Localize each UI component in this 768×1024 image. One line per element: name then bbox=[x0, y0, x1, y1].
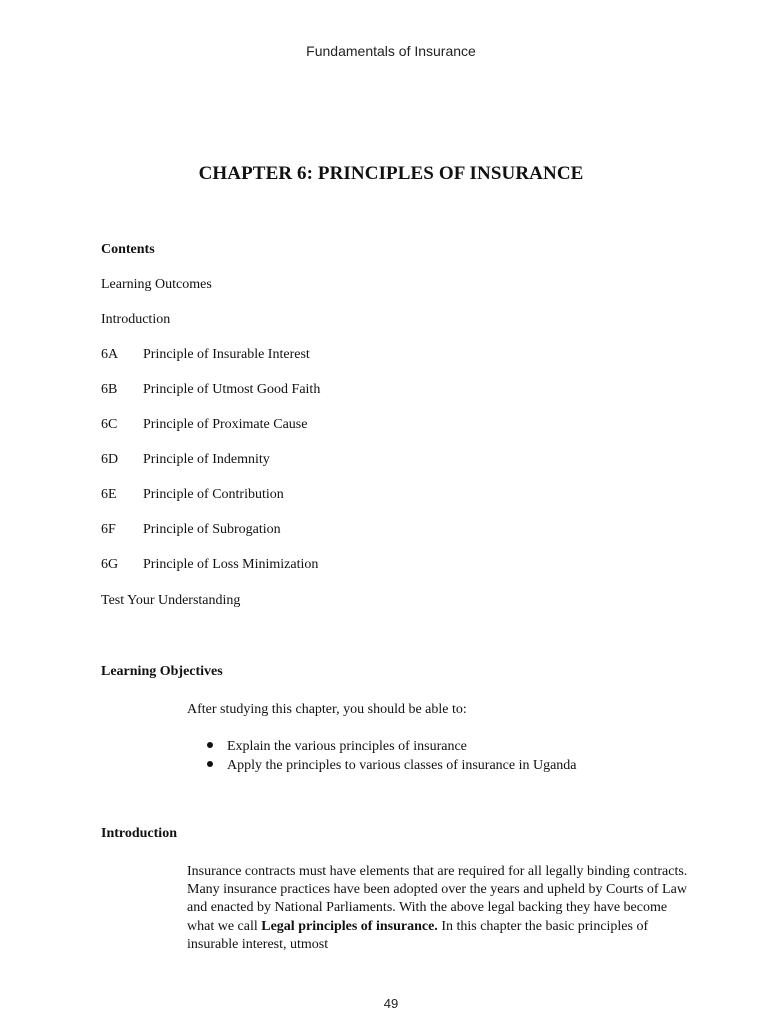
toc-item bbox=[101, 312, 170, 328]
toc-item bbox=[101, 557, 318, 573]
toc-item bbox=[101, 593, 240, 609]
toc-item-label: Principle of Proximate Cause bbox=[143, 417, 308, 432]
running-header: Fundamentals of Insurance bbox=[306, 43, 476, 59]
bullet-icon bbox=[207, 761, 213, 767]
toc-item-code: 6F bbox=[101, 522, 116, 537]
toc-item-label: Principle of Insurable Interest bbox=[143, 347, 310, 362]
toc-item-code: 6C bbox=[101, 417, 118, 432]
list-item bbox=[207, 756, 577, 775]
objective-text: Apply the principles to various classes of insurance in Uganda bbox=[227, 758, 577, 773]
toc-item-label: Principle of Indemnity bbox=[143, 452, 270, 467]
toc-item bbox=[101, 347, 310, 363]
objective-text: Explain the various principles of insurance bbox=[227, 739, 467, 754]
toc-item-label: Learning Outcomes bbox=[101, 277, 212, 292]
contents-heading: Contents bbox=[101, 242, 155, 257]
objectives-intro: After studying this chapter, you should be able to: bbox=[187, 702, 467, 717]
chapter-title: CHAPTER 6: PRINCIPLES OF INSURANCE bbox=[198, 163, 584, 184]
toc-item-code: 6B bbox=[101, 382, 118, 397]
toc-item-code: 6G bbox=[101, 557, 119, 572]
toc-item-code: 6D bbox=[101, 452, 119, 467]
objectives-list bbox=[207, 737, 577, 775]
toc-item-label: Principle of Loss Minimization bbox=[143, 557, 319, 572]
intro-bold-term: Legal principles of insurance. bbox=[261, 918, 438, 934]
page-number: 49 bbox=[383, 996, 399, 1011]
toc-item-label: Principle of Utmost Good Faith bbox=[143, 382, 321, 397]
intro-text: Insurance contracts must have elements that are required for all legally binding contracts. Many insurance practices have been adopted over the years and upheld by Courts of Law and enacted by National Parliaments. With the above legal backing they have become what we call bbox=[187, 864, 688, 934]
toc-item-label: Principle of Contribution bbox=[143, 487, 284, 502]
introduction-paragraph bbox=[187, 863, 692, 954]
toc-item-code: 6A bbox=[101, 347, 119, 362]
toc-item bbox=[101, 382, 320, 398]
intro-text-continued: In this chapter the basic principles of insurable interest, utmost bbox=[187, 918, 649, 952]
toc-item-label: Principle of Subrogation bbox=[143, 522, 281, 537]
toc-item bbox=[101, 417, 307, 433]
toc-item bbox=[101, 522, 281, 538]
toc-item bbox=[101, 277, 212, 293]
toc-item-label: Introduction bbox=[101, 312, 171, 327]
learning-objectives-heading: Learning Objectives bbox=[101, 664, 223, 679]
list-item bbox=[207, 737, 577, 756]
toc-item bbox=[101, 452, 270, 468]
introduction-heading: Introduction bbox=[101, 826, 177, 841]
toc-item bbox=[101, 487, 284, 503]
bullet-icon bbox=[207, 742, 213, 748]
toc-item-label: Test Your Understanding bbox=[101, 593, 241, 608]
toc-item-code: 6E bbox=[101, 487, 117, 502]
